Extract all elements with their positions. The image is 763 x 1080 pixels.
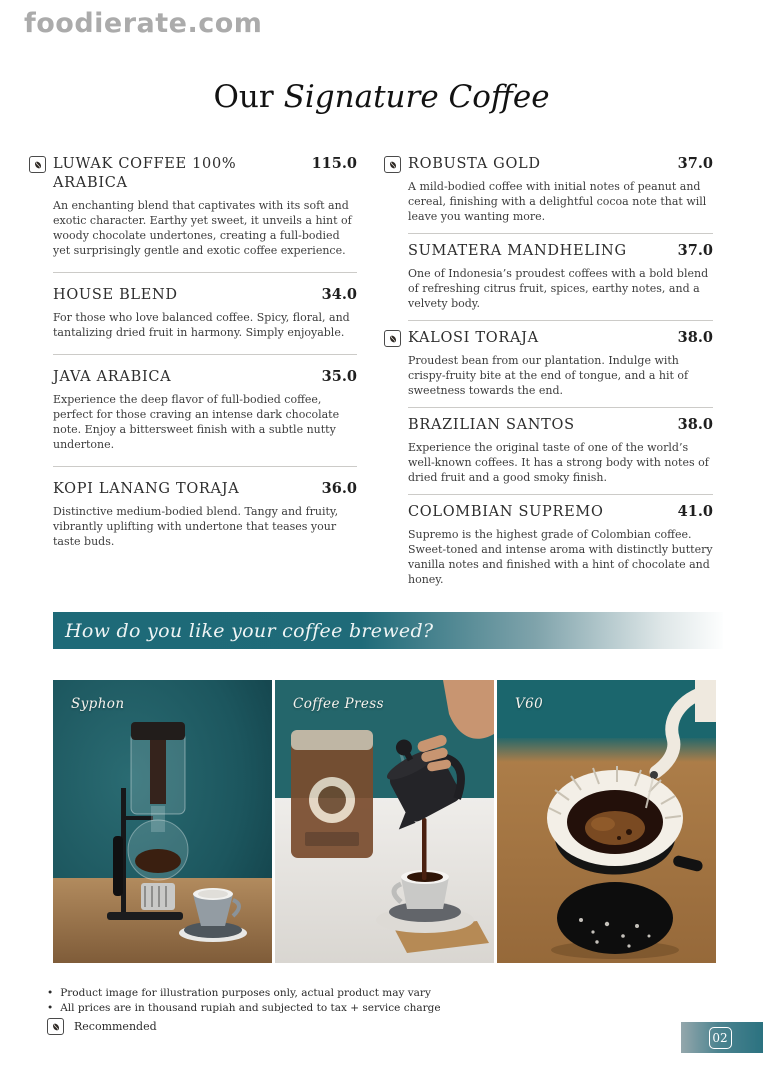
item-name: SUMATERA MANDHELING: [408, 243, 627, 259]
item-divider: [408, 407, 713, 408]
menu-item: [53, 286, 357, 340]
brew-question-text: How do you like your coffee brewed?: [65, 619, 434, 642]
item-name: KOPI LANANG TORAJA: [53, 481, 240, 497]
photo-label: V60: [515, 696, 544, 712]
photo-v60: [497, 680, 716, 963]
item-divider: [53, 272, 357, 273]
v60-photo-illustration: [497, 680, 716, 963]
menu-item: [53, 480, 357, 549]
item-price: 38.0: [677, 416, 713, 433]
item-description: For those who love balanced coffee. Spicy, floral, and tantalizing dried fruit in harmony. Simply enjoyable.: [53, 311, 350, 339]
syphon-photo-illustration: [53, 680, 272, 963]
item-description: Distinctive medium-bodied blend. Tangy and fruity, vibrantly uplifting with undertone that teases your taste buds.: [53, 505, 339, 548]
photo-coffee-press: [275, 680, 494, 963]
footnote: • Product image for illustration purposes only, actual product may vary: [47, 986, 441, 1001]
watermark: foodierate.com: [24, 8, 263, 39]
item-price: 37.0: [677, 155, 713, 172]
item-description: An enchanting blend that captivates with its soft and exotic character. Earthy yet sweet, it unveils a hint of woody chocolate undertones, creating a full-bodied yet surprisingly gentle and exotic coffee experience.: [53, 199, 352, 257]
item-price: 36.0: [321, 480, 357, 497]
menu-item: [53, 155, 357, 258]
item-name: JAVA ARABICA: [53, 369, 172, 385]
item-description: Supremo is the highest grade of Colombian coffee. Sweet-toned and intense aroma with distinctly buttery vanilla notes and finished with a hint of chocolate and honey.: [408, 528, 713, 586]
item-name: LUWAK COFFEE 100% ARABICA: [53, 156, 237, 191]
item-divider: [53, 466, 357, 467]
item-name: BRAZILIAN SANTOS: [408, 417, 575, 433]
item-divider: [408, 320, 713, 321]
recommended-legend-label: Recommended: [74, 1020, 157, 1033]
brew-method-photos: [53, 680, 716, 963]
item-name: KALOSI TORAJA: [408, 330, 539, 346]
recommended-bean-icon: [47, 1018, 64, 1035]
menu-item-header: [408, 155, 713, 174]
item-description: Experience the original taste of one of the world’s well-known coffees. It has a strong body with notes of dried fruit and a good smoky finish.: [408, 441, 709, 484]
page-number: 02: [709, 1027, 732, 1049]
recommended-legend: [47, 1018, 157, 1035]
photo-label: Coffee Press: [293, 696, 384, 712]
menu-column-left: [53, 155, 357, 549]
item-price: 38.0: [677, 329, 713, 346]
page-number-box: [681, 1022, 763, 1053]
menu-item: [408, 155, 713, 224]
menu-item-header: [408, 416, 713, 435]
footnotes: [47, 986, 441, 1016]
menu-item: [408, 242, 713, 311]
menu-item-header: [53, 155, 357, 193]
menu-item: [408, 416, 713, 485]
item-description: One of Indonesia’s proudest coffees with a bold blend of refreshing citrus fruit, spices, earthy notes, and a velvety body.: [408, 267, 709, 310]
menu-item-header: [53, 368, 357, 387]
footnote: • All prices are in thousand rupiah and subjected to tax + service charge: [47, 1001, 441, 1016]
recommended-bean-icon: [29, 156, 46, 173]
item-price: 41.0: [677, 503, 713, 520]
item-name: HOUSE BLEND: [53, 287, 178, 303]
menu-item-header: [53, 286, 357, 305]
photo-label: Syphon: [71, 696, 125, 712]
menu-item-header: [408, 503, 713, 522]
brew-question-banner: [53, 612, 723, 649]
item-name: ROBUSTA GOLD: [408, 156, 541, 172]
item-description: A mild-bodied coffee with initial notes of peanut and cereal, finishing with a delightful cocoa note that will leave you wanting more.: [408, 180, 707, 223]
photo-syphon: [53, 680, 272, 963]
item-price: 37.0: [677, 242, 713, 259]
menu-item: [408, 329, 713, 398]
recommended-bean-icon: [384, 330, 401, 347]
item-divider: [408, 233, 713, 234]
recommended-bean-icon: [384, 156, 401, 173]
item-price: 34.0: [321, 286, 357, 303]
page-title-prefix: Our: [213, 79, 274, 115]
item-price: 115.0: [311, 155, 357, 172]
menu-column-right: [408, 155, 713, 587]
menu-item: [53, 368, 357, 452]
page-title: [0, 79, 763, 115]
menu-item-header: [408, 329, 713, 348]
item-description: Experience the deep flavor of full-bodied coffee, perfect for those craving an intense dark chocolate note. Enjoy a bittersweet finish with a subtle nutty undertone.: [53, 393, 340, 451]
item-price: 35.0: [321, 368, 357, 385]
item-divider: [53, 354, 357, 355]
menu-item-header: [408, 242, 713, 261]
coffee-press-photo-illustration: [275, 680, 494, 963]
item-description: Proudest bean from our plantation. Indulge with crispy-fruity bite at the end of tongue, and a hit of sweetness towards the end.: [408, 354, 689, 397]
menu-item: [408, 503, 713, 587]
item-divider: [408, 494, 713, 495]
page-title-emphasis: Signature Coffee: [283, 79, 550, 115]
item-name: COLOMBIAN SUPREMO: [408, 504, 604, 520]
menu-item-header: [53, 480, 357, 499]
